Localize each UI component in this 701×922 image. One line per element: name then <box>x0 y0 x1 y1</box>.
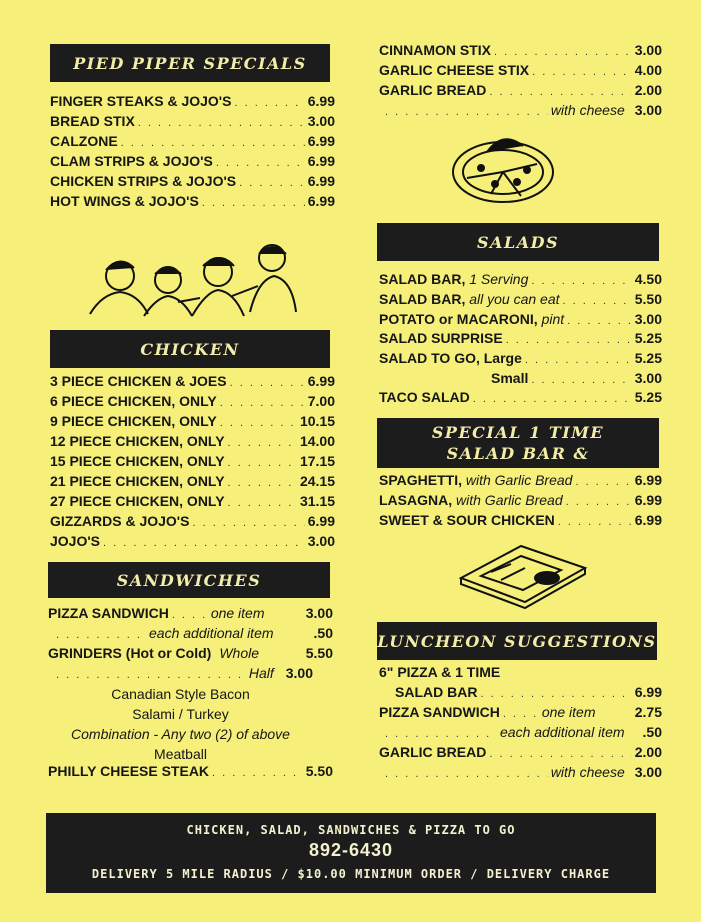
menu-item-addon: . . . each additional item .50 <box>385 724 662 744</box>
delivery-info: DELIVERY 5 MILE RADIUS / $10.00 MINIMUM ORDER / DELIVERY CHARGE <box>91 867 611 881</box>
menu-item-addon: . . . Half 3.00 <box>56 665 313 685</box>
menu-item: 27 PIECE CHICKEN, ONLY . . . 31.15 <box>50 493 335 513</box>
luncheon-banner: LUNCHEON SUGGESTIONS <box>377 622 657 660</box>
menu-item: SWEET & SOUR CHICKEN . . . 6.99 <box>379 512 662 532</box>
menu-item: SALAD BAR . . . 6.99 <box>395 684 662 704</box>
children-illustration-icon <box>82 236 302 320</box>
menu-item: SALAD TO GO, Large . . . 5.25 <box>379 350 662 370</box>
menu-item: SPAGHETTI, with Garlic Bread . . . 6.99 <box>379 472 662 492</box>
menu-item: BREAD STIX . . . 3.00 <box>50 113 335 133</box>
serving-tray-icon <box>451 538 593 610</box>
menu-item: 3 PIECE CHICKEN & JOES . . . 6.99 <box>50 373 335 393</box>
special-banner: SPECIAL 1 TIME SALAD BAR & <box>377 418 659 468</box>
menu-item: LASAGNA, with Garlic Bread . . . 6.99 <box>379 492 662 512</box>
sandwiches-banner: SANDWICHES <box>48 562 330 598</box>
sandwich-option: Canadian Style Bacon <box>111 686 250 702</box>
menu-item: JOJO'S . . . 3.00 <box>50 533 335 553</box>
menu-item: PHILLY CHEESE STEAK . . . 5.50 <box>48 763 333 783</box>
menu-item: GIZZARDS & JOJO'S . . . 6.99 <box>50 513 335 533</box>
menu-item-addon: . . . with cheese 3.00 <box>385 102 662 122</box>
menu-item-addon: . . . with cheese 3.00 <box>385 764 662 784</box>
menu-item: GARLIC BREAD . . . 2.00 <box>379 744 662 764</box>
menu-item: SALAD SURPRISE . . . 5.25 <box>379 330 662 350</box>
menu-item: PIZZA SANDWICH . . . one item 3.00 <box>48 605 333 625</box>
menu-item: CINNAMON STIX . . . 3.00 <box>379 42 662 62</box>
menu-item: 21 PIECE CHICKEN, ONLY . . . 24.15 <box>50 473 335 493</box>
footer-banner <box>46 813 656 893</box>
sandwich-option: Combination - Any two (2) of above <box>71 726 290 742</box>
menu-item: CHICKEN STRIPS & JOJO'S . . . 6.99 <box>50 173 335 193</box>
menu-item: SALAD BAR, all you can eat . . . 5.50 <box>379 291 662 311</box>
menu-item: GARLIC CHEESE STIX . . . 4.00 <box>379 62 662 82</box>
menu-item: GARLIC BREAD . . . 2.00 <box>379 82 662 102</box>
menu-item: FINGER STEAKS & JOJO'S . . . 6.99 <box>50 93 335 113</box>
menu-item: 15 PIECE CHICKEN, ONLY . . . 17.15 <box>50 453 335 473</box>
menu-item: 6" PIZZA & 1 TIME <box>379 664 501 680</box>
menu-item: CLAM STRIPS & JOJO'S . . . 6.99 <box>50 153 335 173</box>
menu-item: Small . . . 3.00 <box>491 370 662 390</box>
phone-number: 892-6430 <box>308 840 394 860</box>
menu-item: TACO SALAD . . . 5.25 <box>379 389 662 409</box>
menu-item: CALZONE . . . 6.99 <box>50 133 335 153</box>
menu-item: GRINDERS (Hot or Cold) Whole 5.50 <box>48 645 333 661</box>
sandwich-option: Meatball <box>154 746 207 762</box>
menu-item: 12 PIECE CHICKEN, ONLY . . . 14.00 <box>50 433 335 453</box>
menu-item: 6 PIECE CHICKEN, ONLY . . . 7.00 <box>50 393 335 413</box>
menu-item: HOT WINGS & JOJO'S . . . 6.99 <box>50 193 335 213</box>
pied-piper-banner: PIED PIPER SPECIALS <box>50 44 330 82</box>
menu-item: SALAD BAR, 1 Serving . . . 4.50 <box>379 271 662 291</box>
footer-tagline: CHICKEN, SALAD, SANDWICHES & PIZZA TO GO <box>186 823 516 837</box>
sandwich-option: Salami / Turkey <box>132 706 229 722</box>
chicken-banner: CHICKEN <box>50 330 330 368</box>
menu-item: PIZZA SANDWICH . . . one item 2.75 <box>379 704 662 724</box>
menu-item-addon: . . . each additional item .50 <box>56 625 333 645</box>
salads-banner: SALADS <box>377 223 659 261</box>
menu-item: POTATO or MACARONI, pint . . . 3.00 <box>379 311 662 331</box>
pizza-tray-icon <box>447 124 559 212</box>
menu-item: 9 PIECE CHICKEN, ONLY . . . 10.15 <box>50 413 335 433</box>
